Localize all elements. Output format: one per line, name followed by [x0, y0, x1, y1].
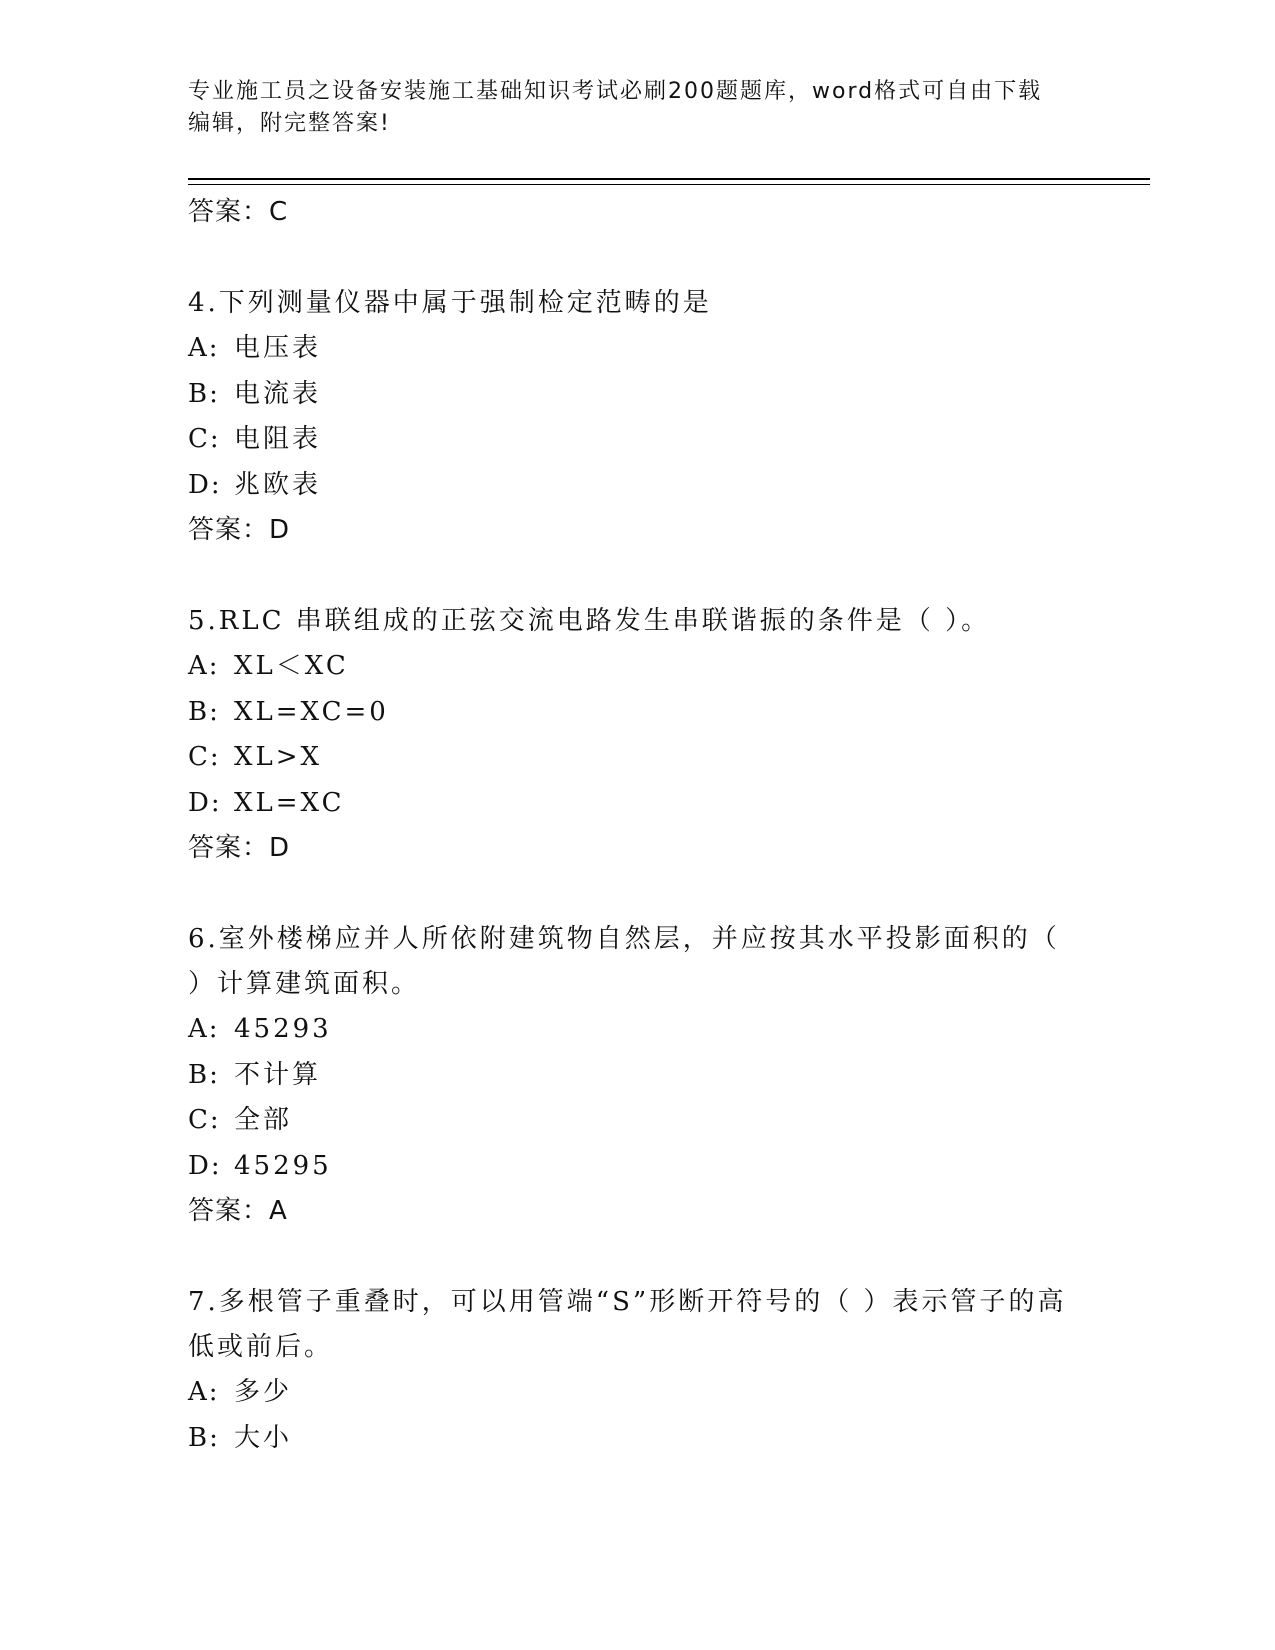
question-stem: 5.RLC 串联组成的正弦交流电路发生串联谐振的条件是（ ）。: [188, 606, 991, 636]
question-stem: 6.室外楼梯应并人所依附建筑物自然层，并应按其水平投影面积的（ ）计算建筑面积。: [188, 924, 1060, 999]
option-text: 电流表: [234, 378, 322, 409]
option-letter: A:: [188, 651, 220, 681]
option-c: [188, 417, 1068, 463]
option-letter: B:: [188, 1422, 220, 1453]
option-b: [188, 372, 1068, 418]
question-stem: 4.下列测量仪器中属于强制检定范畴的是: [188, 288, 712, 318]
question-answer: 答案：D: [188, 515, 291, 545]
option-text: XL＜XC: [234, 651, 349, 681]
option-text: 45293: [234, 1014, 332, 1044]
option-letter: D:: [188, 469, 222, 500]
option-letter: B:: [188, 1059, 220, 1090]
header-divider-thin: [188, 184, 1150, 185]
option-b: [188, 690, 1068, 736]
option-c: [188, 735, 1068, 781]
option-letter: C:: [188, 1105, 221, 1135]
option-text: XL=XC=0: [234, 696, 389, 727]
option-b: [188, 1416, 1068, 1462]
header-title-line-1: 专业施工员之设备安装施工基础知识考试必刷200题题库，word格式可自由下载: [188, 79, 1043, 104]
option-c: [188, 1098, 1068, 1144]
header-divider-thick: [188, 178, 1150, 180]
option-text: 45295: [234, 1150, 332, 1181]
option-a: [188, 1007, 1068, 1053]
option-a: [188, 644, 1068, 690]
option-d: [188, 1144, 1068, 1190]
option-d: [188, 463, 1068, 509]
option-text: XL=XC: [234, 787, 345, 818]
question-5: [188, 599, 1068, 871]
option-letter: C:: [188, 424, 221, 454]
question-answer: 答案：A: [188, 1196, 288, 1226]
document-header: [188, 76, 1068, 140]
option-letter: A:: [188, 1014, 220, 1044]
option-text: 不计算: [234, 1059, 322, 1090]
question-4: [188, 281, 1068, 553]
option-letter: D:: [188, 1150, 222, 1181]
option-b: [188, 1053, 1068, 1099]
question-6: [188, 917, 1068, 1234]
option-d: [188, 781, 1068, 827]
option-text: 电压表: [234, 333, 322, 363]
option-text: 电阻表: [234, 424, 322, 454]
option-a: [188, 1370, 1068, 1416]
option-text: 多少: [234, 1377, 293, 1407]
option-text: 大小: [234, 1422, 293, 1453]
option-letter: B:: [188, 378, 220, 409]
question-answer: 答案：D: [188, 833, 291, 863]
option-letter: B:: [188, 696, 220, 727]
option-letter: C:: [188, 742, 221, 772]
previous-question-answer: 答案：C: [188, 197, 289, 227]
question-7: [188, 1280, 1068, 1461]
option-text: 兆欧表: [234, 469, 322, 500]
option-a: [188, 326, 1068, 372]
header-title-line-2: 编辑，附完整答案!: [188, 111, 391, 136]
question-stem: 7.多根管子重叠时，可以用管端“S”形断开符号的（ ）表示管子的高低或前后。: [188, 1287, 1067, 1362]
question-list: [188, 190, 1068, 1461]
option-text: XL>X: [234, 742, 323, 772]
option-text: 全部: [234, 1105, 293, 1135]
option-letter: A:: [188, 1377, 220, 1407]
option-letter: D:: [188, 787, 222, 818]
option-letter: A:: [188, 333, 220, 363]
